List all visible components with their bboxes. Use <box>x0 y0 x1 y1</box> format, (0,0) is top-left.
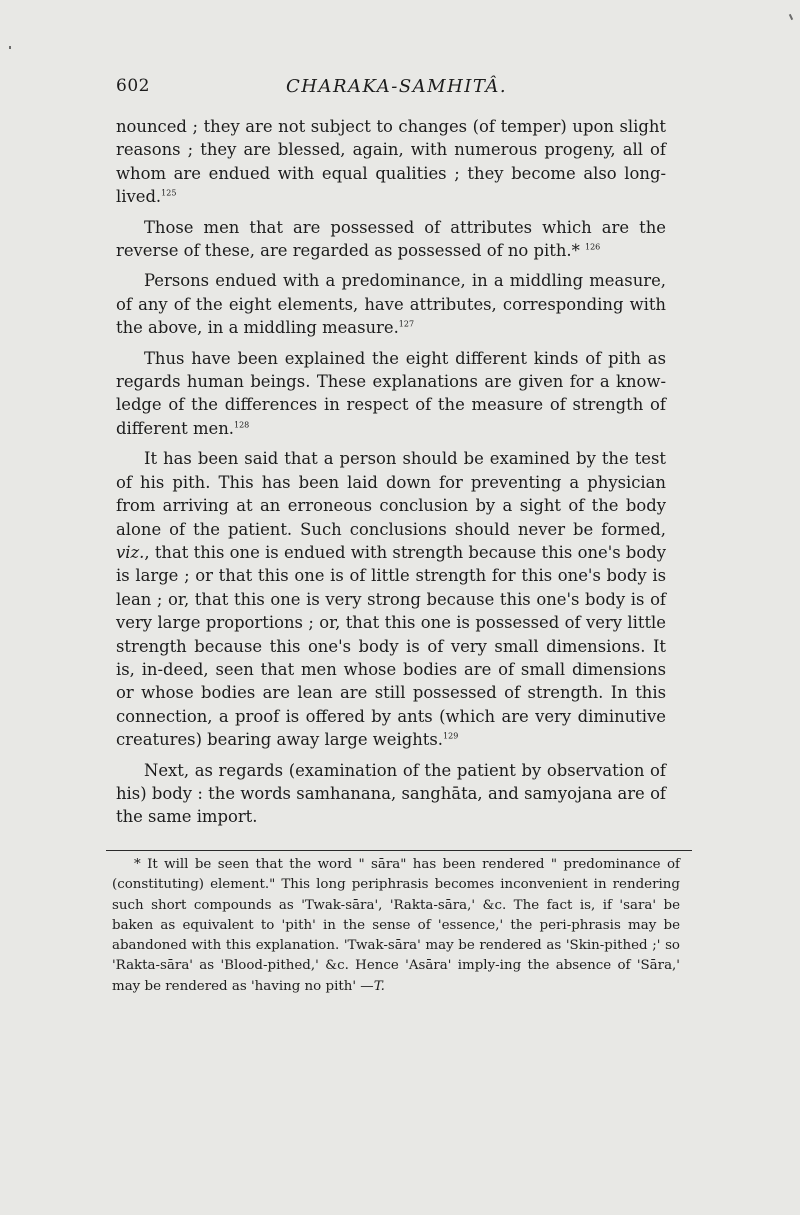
paragraph-text: Persons endued with a predominance, in a middling measure, of any of the eight elements, have attributes, corresponding with the above, in a middling measure. <box>116 271 666 338</box>
paragraph-4 <box>116 347 666 441</box>
reference-number: 127 <box>398 319 415 329</box>
paragraph-text: It has been said that a person should be examined by the test of his pith. This has been laid down for preventing a physician from arriving at an erroneous conclusion by a sight of the body alone of the patient. Such conclusions should never be formed, <box>116 449 666 539</box>
paragraph-6 <box>116 759 666 829</box>
running-title: CHARAKA-SAMHITÂ. <box>286 76 508 97</box>
paragraph-5 <box>116 447 666 751</box>
paragraph-1 <box>116 115 666 209</box>
scan-speck <box>9 46 11 49</box>
paragraph-text: Next, as regards (examination of the patient by observation of his) body : the words samhanana, sanghāta, and samyojana are of the same import. <box>116 760 666 827</box>
footnote-text: * It will be seen that the word " sāra" has been rendered " predominance of (constituting) element." This long periphrasis becomes inconvenient in rendering such short compounds as 'Twak-sāra', 'Rakta-sāra,' &c. The fact is, if 'sara' be baken as equivalent to 'pith' in the sense of 'essence,' the peri-phrasis may be abandoned with this explanation. 'Twak-sāra' may be rendered as 'Skin-pithed ;' so 'Rakta-sāra' as 'Blood-pithed,' &c. Hence 'Asāra' imply-ing the absence of 'Sāra,' may be rendered as 'having no pith' — <box>112 857 680 994</box>
reference-number: 125 <box>161 188 177 198</box>
reference-number: 128 <box>233 420 250 430</box>
paragraph-text: nounced ; they are not subject to changes (of temper) upon slight reasons ; they are blessed, again, with numerous progeny, all of whom are endued with equal qualities ; they become also long-lived. <box>116 117 666 207</box>
scan-speck <box>789 14 793 20</box>
paragraph-2 <box>116 216 666 263</box>
viz-abbreviation: viz. <box>116 542 145 562</box>
reference-number: 129 <box>443 731 459 741</box>
footnote <box>112 855 680 997</box>
footnote-divider <box>106 850 692 851</box>
page-number: 602 <box>116 76 150 96</box>
paragraph-3 <box>116 269 666 339</box>
paragraph-text: Those men that are possessed of attributes which are the reverse of these, are regarded as possessed of no pith.* <box>116 217 666 261</box>
reference-number: 126 <box>585 242 601 252</box>
paragraph-text: Thus have been explained the eight different kinds of pith as regards human beings. These explanations are given for a know-ledge of the differences in respect of the measure of strength of different men. <box>116 348 666 438</box>
translator-signature: T. <box>373 978 385 994</box>
paragraph-text: , that this one is endued with strength because this one's body is large ; or that this one is of little strength for this one's body is lean ; or, that this one is very strong because this one's body is of very large proportions ; or, that this one is possessed of very little strength because this one's body is of very small dimensions. It is, in-deed, seen that men whose bodies are of small dimensions or whose bodies are lean are still possessed of strength. In this connection, a proof is offered by ants (which are very diminutive creatures) bearing away large weights. <box>116 542 666 750</box>
body-text <box>116 115 666 836</box>
footnote-paragraph <box>112 855 680 997</box>
page-header <box>116 76 676 100</box>
